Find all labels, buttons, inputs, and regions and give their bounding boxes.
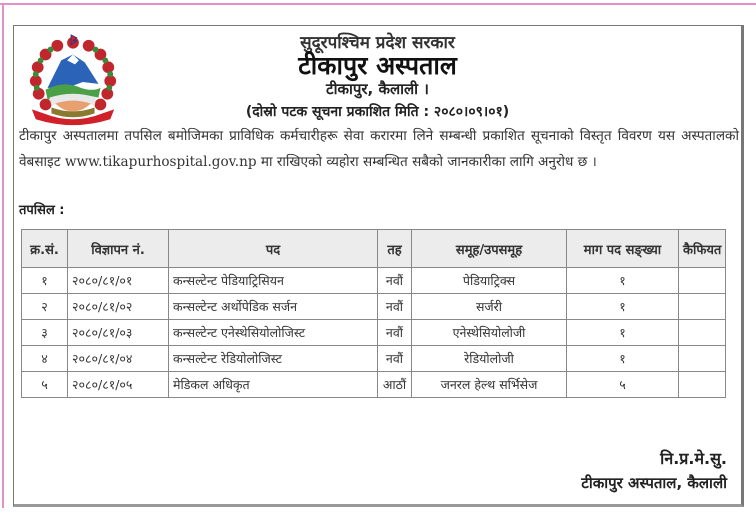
province-title: सुदूरपश्चिम प्रदेश सरकार (300, 33, 455, 53)
cell-remarks (679, 346, 726, 372)
cell-count: ५ (567, 372, 679, 398)
cell-level: नवौं (378, 320, 412, 346)
cell-group: पेडियाट्रिक्स (412, 268, 567, 294)
table-header-row (22, 230, 726, 268)
notice-paragraph: टीकापुर अस्पतालमा तपसिल बमोजिमका प्राविधिक कर्मचारीहरू सेवा करारमा लिने सम्बन्धी प्रकाशित सूचनाको विस्तृत विवरण यस अस्पतालको वेबसाइट www.tikapurhospital.gov.np मा राखिएको व्यहोरा सम्बन्धित सबैको जानकारीका लागि अनुरोध छ । (19, 128, 739, 170)
table-row (22, 372, 726, 398)
cell-group: एनेस्थेसियोलोजी (412, 320, 567, 346)
cell-serial: ३ (22, 320, 68, 346)
col-header-remarks: कैफियत (679, 230, 726, 268)
cell-count: १ (567, 268, 679, 294)
table-row (22, 268, 726, 294)
signatory-org: टीकापुर अस्पताल, कैलाली (581, 474, 727, 492)
pink-left-rule (2, 3, 4, 508)
col-header-count: माग पद सङ्ख्या (567, 230, 679, 268)
cell-group: जनरल हेल्थ सर्भिसेज (412, 372, 567, 398)
col-header-serial: क्र.सं. (22, 230, 68, 268)
cell-serial: ५ (22, 372, 68, 398)
cell-serial: १ (22, 268, 68, 294)
cell-post: कन्सल्टेन्ट पेडियाट्रिसियन (169, 268, 378, 294)
cell-ad-no: २०८०/८१/०५ (68, 372, 169, 398)
hospital-location: टीकापुर, कैलाली । (326, 80, 429, 98)
cell-level: नवौं (378, 294, 412, 320)
cell-serial: ४ (22, 346, 68, 372)
notice-box (13, 25, 744, 507)
tapsil-label: तपसिल : (19, 203, 65, 218)
cell-post: मेडिकल अधिकृत (169, 372, 378, 398)
cell-remarks (679, 320, 726, 346)
pink-top-rule (0, 3, 756, 5)
cell-serial: २ (22, 294, 68, 320)
table-row (22, 346, 726, 372)
cell-ad-no: २०८०/८१/०१ (68, 268, 169, 294)
cell-remarks (679, 268, 726, 294)
table-row (22, 294, 726, 320)
cell-count: १ (567, 346, 679, 372)
cell-group: रेडियोलोजी (412, 346, 567, 372)
cell-ad-no: २०८०/८१/०३ (68, 320, 169, 346)
cell-group: सर्जरी (412, 294, 567, 320)
col-header-ad-no: विज्ञापन नं. (68, 230, 169, 268)
cell-level: आठौं (378, 372, 412, 398)
table-row (22, 320, 726, 346)
cell-ad-no: २०८०/८१/०२ (68, 294, 169, 320)
hospital-title: टीकापुर अस्पताल (298, 51, 457, 80)
cell-post: कन्सल्टेन्ट रेडियोलोजिस्ट (169, 346, 378, 372)
cell-post: कन्सल्टेन्ट एनेस्थेसियोलोजिस्ट (169, 320, 378, 346)
vacancy-table (21, 229, 726, 398)
col-header-level: तह (378, 230, 412, 268)
cell-post: कन्सल्टेन्ट अर्थोपेडिक सर्जन (169, 294, 378, 320)
cell-remarks (679, 294, 726, 320)
signatory-title: नि.प्र.मे.सु. (660, 449, 727, 468)
col-header-post: पद (169, 230, 378, 268)
notice-date: (दोस्रो पटक सूचना प्रकाशित मिति : २०८०।०९।०१) (245, 104, 510, 120)
cell-count: १ (567, 320, 679, 346)
cell-remarks (679, 372, 726, 398)
col-header-group: समूह/उपसमूह (412, 230, 567, 268)
cell-ad-no: २०८०/८१/०४ (68, 346, 169, 372)
cell-level: नवौं (378, 346, 412, 372)
cell-level: नवौं (378, 268, 412, 294)
cell-count: १ (567, 294, 679, 320)
